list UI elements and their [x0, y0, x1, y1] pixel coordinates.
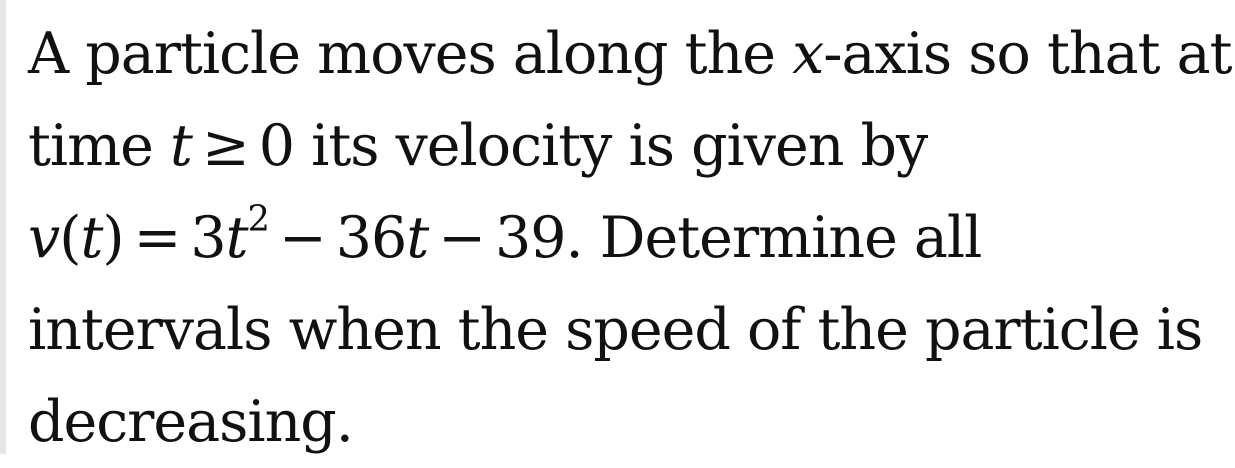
text-segment: its velocity is given by [293, 113, 928, 179]
math-coefficient-36: 36 [335, 205, 407, 271]
problem-line-3 [28, 192, 1228, 284]
math-variable-x: x [792, 21, 824, 87]
text-segment: A particle moves along the [28, 21, 793, 87]
math-variable-t: t [170, 113, 192, 179]
math-variable-t: t [80, 205, 103, 271]
problem-line-4: intervals when the speed of the particle is [28, 297, 1203, 363]
text-segment: -axis so that at [823, 21, 1232, 87]
text-segment: time [28, 113, 171, 179]
math-paren-close: ) [102, 205, 124, 271]
math-variable-t: t [406, 205, 429, 271]
math-variable-t: t [225, 205, 248, 271]
math-minus: − [279, 205, 326, 271]
text-segment: . Determine all [565, 205, 982, 271]
problem-line-2 [28, 100, 1228, 192]
math-coefficient-3: 3 [190, 205, 226, 271]
math-number-zero: 0 [258, 113, 294, 179]
problem-statement [28, 8, 1232, 468]
left-border [0, 0, 6, 454]
problem-line-1 [28, 8, 1232, 100]
math-variable-v: v [28, 205, 60, 271]
math-constant-39: 39 [495, 205, 566, 271]
math-exponent: 2 [247, 198, 270, 240]
math-geq-symbol: ≥ [201, 113, 249, 179]
math-equals: = [133, 205, 181, 271]
problem-line-5: decreasing. [28, 389, 353, 455]
math-minus: − [438, 205, 485, 271]
math-paren-open: ( [59, 205, 81, 271]
